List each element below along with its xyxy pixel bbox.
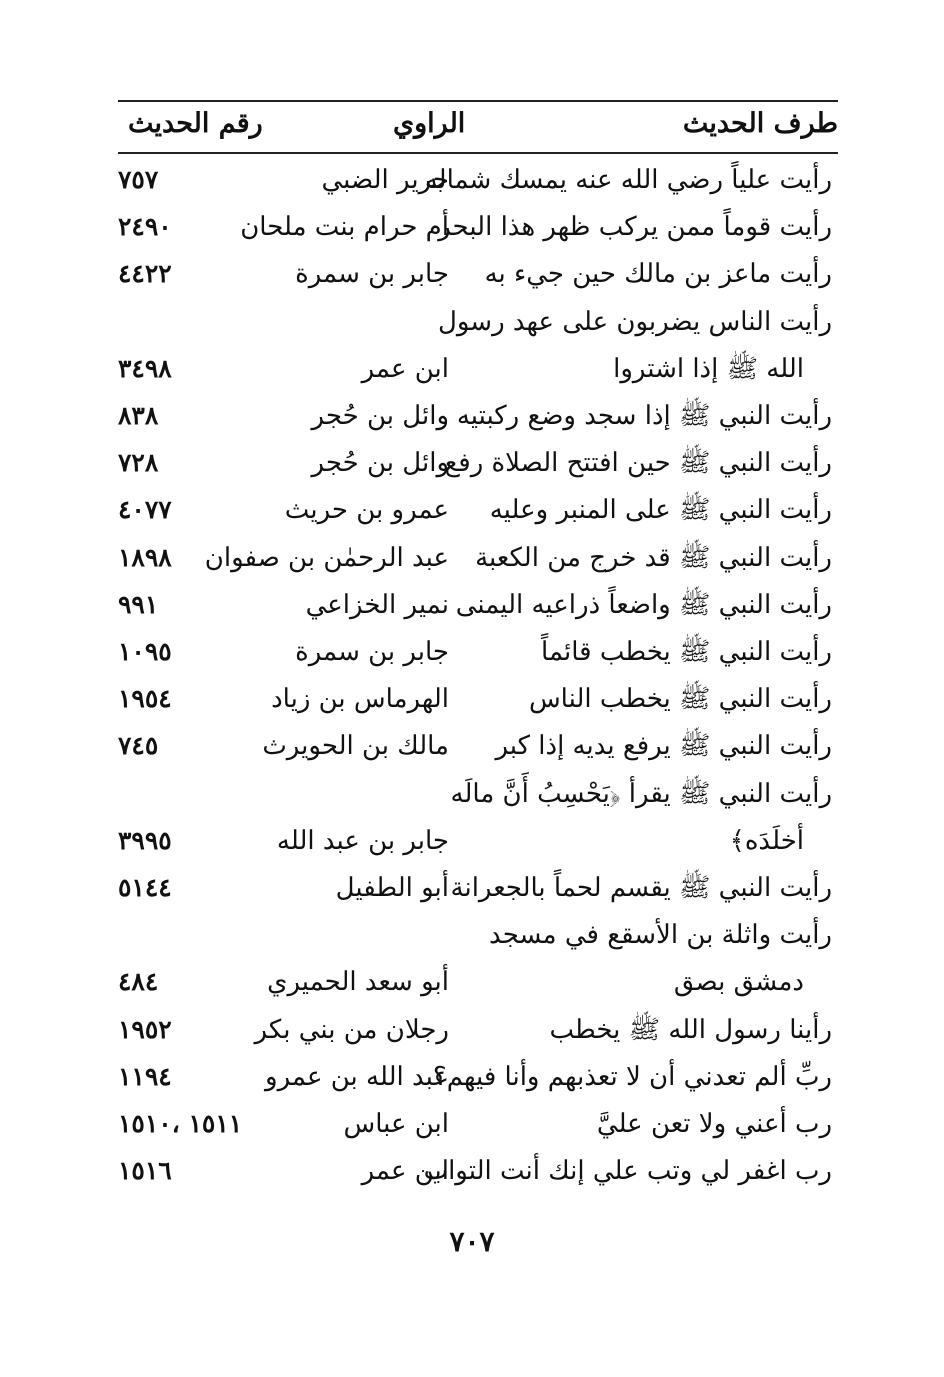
narrator-text: أبو الطفيل bbox=[335, 873, 449, 903]
hadith-number: ١٥١١ ،١٥١٠ bbox=[118, 1109, 243, 1138]
table-row bbox=[0, 443, 944, 491]
hadith-text: الله ﷺ إذا اشتروا bbox=[613, 353, 804, 384]
narrator-text: ابن عباس bbox=[343, 1109, 449, 1139]
narrator-text: ابن عمر bbox=[361, 353, 449, 384]
hadith-number: ١٨٩٨ bbox=[118, 542, 172, 572]
hadith-number: ٤٨٤ bbox=[118, 967, 159, 997]
hadith-text: رأيت النبي ﷺ يخطب قائماً bbox=[541, 637, 832, 667]
table-row bbox=[0, 349, 944, 397]
narrator-text: الهرماس بن زياد bbox=[271, 684, 449, 715]
narrator-text: مالك بن الحويرث bbox=[262, 731, 449, 762]
narrator-text: رجلان من بني بكر bbox=[254, 1014, 449, 1045]
header-hadith: طرف الحديث bbox=[682, 108, 838, 139]
hadith-text: رأيت الناس يضربون على عهد رسول bbox=[437, 306, 832, 337]
table-row bbox=[0, 302, 944, 350]
hadith-number: ٣٤٩٨ bbox=[118, 353, 172, 383]
table-row bbox=[0, 1151, 944, 1199]
table-row bbox=[0, 1057, 944, 1105]
hadith-number: ١٩٥٢ bbox=[118, 1014, 172, 1044]
narrator-text: جابر بن سمرة bbox=[295, 259, 449, 290]
page-number: ٧٠٧ bbox=[449, 1225, 495, 1258]
hadith-text: رأيت النبي ﷺ حين افتتح الصلاة رفع bbox=[444, 448, 832, 479]
hadith-text: رأينا رسول الله ﷺ يخطب bbox=[549, 1014, 832, 1045]
hadith-number: ٢٤٩٠ bbox=[118, 212, 172, 242]
hadith-number: ٩٩١ bbox=[118, 589, 159, 619]
table-row bbox=[0, 774, 944, 822]
hadith-text: رأيت النبي ﷺ إذا سجد وضع ركبتيه bbox=[456, 401, 832, 431]
hadith-number: ١٠٩٥ bbox=[118, 637, 172, 666]
table-row bbox=[0, 821, 944, 869]
hadith-number: ٤٠٧٧ bbox=[118, 495, 172, 525]
hadith-text: رأيت النبي ﷺ قد خرج من الكعبة bbox=[475, 542, 832, 573]
table-row bbox=[0, 915, 944, 963]
table-row bbox=[0, 396, 944, 444]
hadith-text: رب اغفر لي وتب علي إنك أنت التواب bbox=[423, 1156, 832, 1187]
narrator-text: أم حرام بنت ملحان bbox=[240, 212, 449, 243]
hadith-text: رأيت النبي ﷺ يخطب الناس bbox=[528, 684, 832, 715]
table-row bbox=[0, 207, 944, 255]
narrator-text: جرير الضبي bbox=[321, 165, 449, 195]
hadith-text: رأيت النبي ﷺ واضعاً ذراعيه اليمنى bbox=[455, 589, 832, 620]
hadith-number: ٧٥٧ bbox=[118, 165, 159, 194]
narrator-text: جابر بن سمرة bbox=[295, 637, 449, 667]
table-row bbox=[0, 679, 944, 727]
hadith-text: ربِّ ألم تعدني أن لا تعذبهم وأنا فيهم؟ bbox=[432, 1061, 832, 1092]
hadith-number: ٤٤٢٢ bbox=[118, 259, 172, 289]
narrator-text: نمير الخزاعي bbox=[305, 589, 449, 620]
hadith-number: ١١٩٤ bbox=[118, 1061, 172, 1091]
hadith-number: ١٩٥٤ bbox=[118, 684, 172, 714]
table-row bbox=[0, 868, 944, 916]
hadith-number: ٣٩٩٥ bbox=[118, 825, 172, 855]
table-row bbox=[0, 585, 944, 633]
narrator-text: أبو سعد الحميري bbox=[267, 967, 449, 998]
header-narrator: الراوي bbox=[393, 108, 466, 139]
hadith-text: رأيت واثلة بن الأسقع في مسجد bbox=[489, 920, 832, 951]
hadith-number: ٧٢٨ bbox=[118, 448, 159, 478]
hadith-text: رب أعني ولا تعن عليَّ bbox=[596, 1109, 832, 1139]
table-row bbox=[0, 254, 944, 302]
narrator-text: عبد الله بن عمرو bbox=[265, 1061, 449, 1092]
hadith-text: دمشق بصق bbox=[673, 967, 804, 998]
hadith-text: رأيت النبي ﷺ على المنبر وعليه bbox=[489, 495, 832, 526]
table-row bbox=[0, 1010, 944, 1058]
narrator-text: وائل بن حُجر bbox=[311, 448, 449, 479]
narrator-text: جابر بن عبد الله bbox=[276, 825, 449, 856]
table-row bbox=[0, 632, 944, 680]
hadith-text: رأيت النبي ﷺ يرفع يديه إذا كبر bbox=[495, 731, 832, 762]
narrator-text: وائل بن حُجر bbox=[311, 401, 449, 431]
hadith-number: ٧٤٥ bbox=[118, 731, 159, 761]
hadith-number: ١٥١٦ bbox=[118, 1156, 172, 1186]
hadith-text: رأيت النبي ﷺ يقسم لحماً بالجعرانة bbox=[450, 873, 832, 903]
narrator-text: عبد الرحمٰن بن صفوان bbox=[204, 542, 449, 573]
narrator-text: ابن عمر bbox=[361, 1156, 449, 1187]
table-row bbox=[0, 160, 944, 208]
table-row bbox=[0, 726, 944, 774]
table-row bbox=[0, 490, 944, 538]
header-number: رقم الحديث bbox=[128, 108, 263, 139]
hadith-number: ٥١٤٤ bbox=[118, 873, 172, 902]
hadith-text: رأيت علياً رضي الله عنه يمسك شماله bbox=[424, 165, 832, 195]
hadith-text: رأيت النبي ﷺ يقرأ ﴿يَحْسِبُ أَنَّ مالَه bbox=[450, 778, 832, 809]
hadith-text: رأيت ماعز بن مالك حين جيء به bbox=[484, 259, 832, 290]
hadith-text: رأيت قوماً ممن يركب ظهر هذا البحر bbox=[438, 212, 832, 243]
narrator-text: عمرو بن حريث bbox=[284, 495, 449, 526]
table-row bbox=[0, 962, 944, 1010]
hadith-number: ٨٣٨ bbox=[118, 401, 159, 430]
table-row bbox=[0, 538, 944, 586]
table-row bbox=[0, 1104, 944, 1152]
hadith-text: أخلَدَه﴾ bbox=[729, 825, 804, 856]
